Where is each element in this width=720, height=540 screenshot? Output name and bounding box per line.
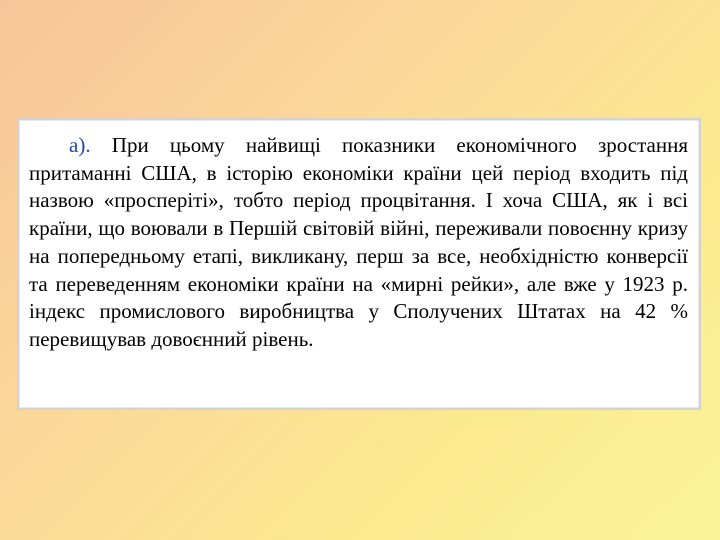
paragraph-marker: а). [69,133,91,157]
text-box [17,118,701,410]
paragraph-text: При цьому найвищі показники економічного зростання притаманні США, в історію економіки країни цей період входить під назвою «просперіті», тобто період процвітання. І хоча США, як і всі країни, що воювали в Першій світовій війні, переживали повоєнну кризу на попередньому етапі, викликану, перш за все, необхідністю конверсії та переведенням економіки країни на «мирні рейки», але вже у 1923 р. індекс промислового виробництва у Сполучених Штатах на 42 % перевищував довоєнний рівень. [29,133,688,351]
body-paragraph [29,132,688,354]
